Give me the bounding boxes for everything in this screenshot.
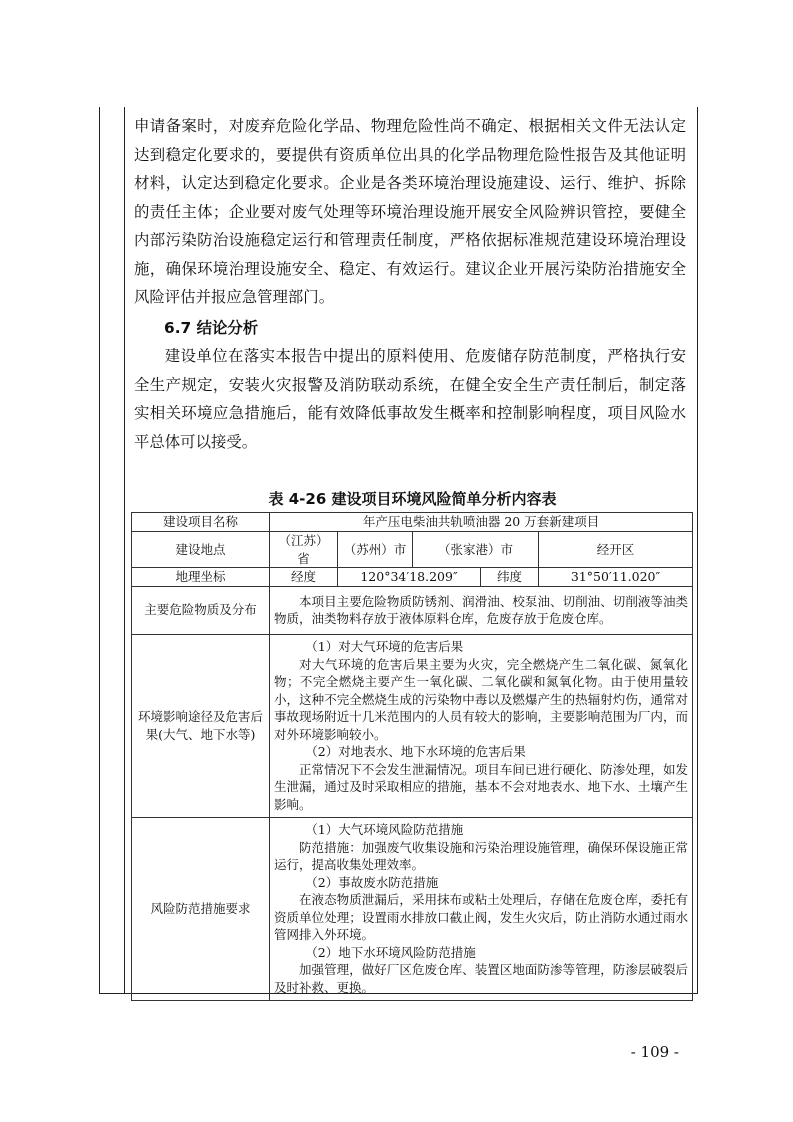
location-province: （江苏）省 <box>270 532 338 568</box>
location-city: （苏州）市 <box>338 532 413 568</box>
section-heading: 6.7 结论分析 <box>164 318 259 337</box>
table-row <box>132 513 693 532</box>
body-text <box>134 112 686 456</box>
measures-line: （2）事故废水防范措施 <box>305 874 439 890</box>
table-row <box>132 532 693 568</box>
measures-line: 在液态物质泄漏后，采用抹布或粘土处理后，存储在危废仓库，委托有资质单位处理；设置雨水排放口截止阀，发生火灾后，防止消防水通过雨水管网排入外环境。 <box>274 892 689 942</box>
table-row <box>132 817 693 1000</box>
frame-inner-line <box>124 107 125 993</box>
hazard-text: 本项目主要危险物质防锈剂、润滑油、校泵油、切削油、切削液等油类物质，油类物料存放于液体原料仓库，危废存放于危废仓库。 <box>274 593 689 626</box>
table-caption: 表 4-26 建设项目环境风险简单分析内容表 <box>268 490 557 508</box>
measures-line: 防范措施：加强废气收集设施和污染治理设施管理，确保环保设施正常运行，提高收集处理效率。 <box>274 839 689 872</box>
location-zone: 经开区 <box>539 532 693 568</box>
coord-label: 地理坐标 <box>132 568 270 587</box>
project-name-label: 建设项目名称 <box>132 513 270 532</box>
risk-analysis-table <box>131 512 693 1001</box>
conclusion-paragraph: 建设单位在落实本报告中提出的原料使用、危废储存防范制度，严格执行安全生产规定，安装火灾报警及消防联动系统，在健全安全生产责任制后，制定落实相关环境应急措施后，能有效降低事故发生概率和控制影响程度，项目风险水平总体可以接受。 <box>134 347 686 451</box>
page-number: - 109 - <box>630 1043 679 1061</box>
location-district: （张家港）市 <box>413 532 539 568</box>
table-row <box>132 586 693 634</box>
location-label: 建设地点 <box>132 532 270 568</box>
measures-line: 加强管理，做好厂区危废仓库、装置区地面防渗等管理，防渗层破裂后及时补救、更换。 <box>274 962 689 995</box>
measures-content <box>270 817 693 1000</box>
hazard-value <box>270 586 693 634</box>
impact-line: （1）对大气环境的危害后果 <box>305 639 464 654</box>
lat-value: 31°50′11.020″ <box>539 568 693 587</box>
impact-label: 环境影响途径及危害后果(大气、地下水等) <box>132 634 270 817</box>
paragraph-top: 申请备案时，对废弃危险化学品、物理危险性尚不确定、根据相关文件无法认定达到稳定化要求的，要提供有资质单位出具的化学品物理危险性报告及其他证明材料，认定达到稳定化要求。企业是各类环境治理设施建设、运行、维护、拆除的责任主体；企业要对废气处理等环境治理设施开展安全风险辨识管控，要健全内部污染防治设施稳定运行和管理责任制度，严格依据标准规范建设环境治理设施，确保环境治理设施安全、稳定、有效运行。建议企业开展污染防治措施安全风险评估并报应急管理部门。 <box>134 117 686 306</box>
table-row <box>132 568 693 587</box>
impact-line: 对大气环境的危害后果主要为火灾，完全燃烧产生二氧化碳、氮氧化物；不完全燃烧主要产生一氧化碳、二氧化碳和氮氧化物。由于使用量较小，这种不完全燃烧生成的污染物中毒以及燃爆产生的热辐射灼伤，通常对事故现场附近十几米范围内的人员有较大的影响，主要影响范围为厂内，而对外环境影响较小。 <box>274 656 689 742</box>
table-row <box>132 634 693 817</box>
impact-content <box>270 634 693 817</box>
impact-line: （2）对地表水、地下水环境的危害后果 <box>305 744 526 759</box>
hazard-label: 主要危险物质及分布 <box>132 586 270 634</box>
lon-label: 经度 <box>270 568 338 587</box>
measures-line: （1）大气环境风险防范措施 <box>305 822 464 837</box>
lat-label: 纬度 <box>481 568 539 587</box>
measures-line: （2）地下水环境风险防范措施 <box>305 944 476 960</box>
measures-label: 风险防范措施要求 <box>132 817 270 1000</box>
lon-value: 120°34′18.209″ <box>338 568 481 587</box>
impact-line: 正常情况下不会发生泄漏情况。项目车间已进行硬化、防渗处理，如发生泄漏，通过及时采取相应的措施，基本不会对地表水、地下水、土壤产生影响。 <box>274 761 689 812</box>
project-name-value: 年产压电柴油共轨喷油器 20 万套新建项目 <box>270 513 693 532</box>
